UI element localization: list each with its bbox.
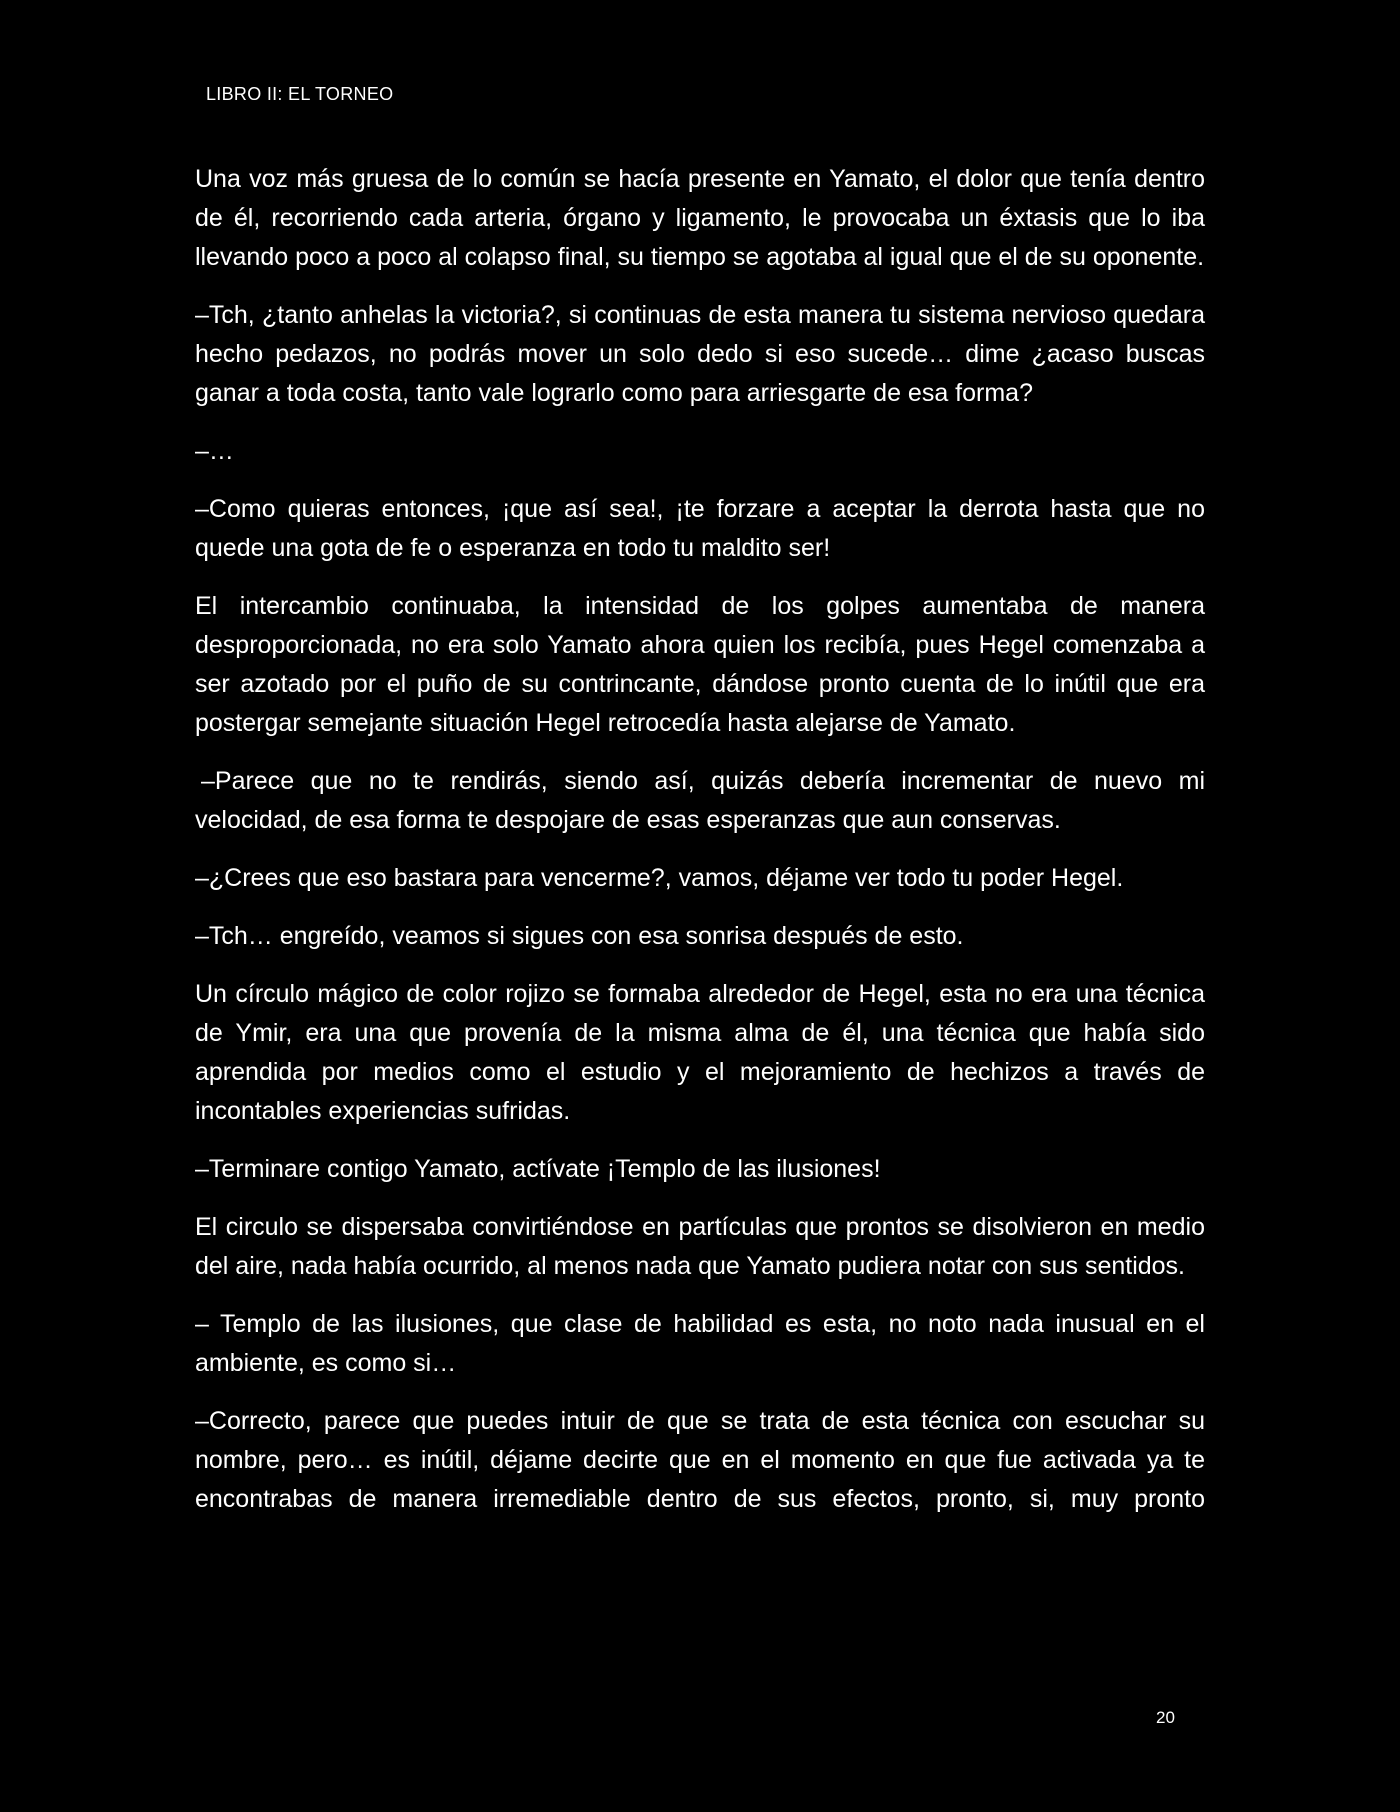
paragraph: –Tch… engreído, veamos si sigues con esa sonrisa después de esto. xyxy=(195,922,964,950)
paragraph: –Tch, ¿tanto anhelas la victoria?, si continuas de esta manera tu sistema nervioso quedara hecho pedazos, no podrás mover un solo dedo si eso sucede… dime ¿acaso buscas ganar a toda costa, tanto vale lograrlo como para arriesgarte de esa forma? xyxy=(195,301,1205,407)
page-number: 20 xyxy=(1156,1708,1175,1727)
paragraph: –Correcto, parece que puedes intuir de que se trata de esta técnica con escuchar su nombre, pero… es inútil, déjame decirte que en el momento en que fue activada ya te encontrabas de manera irremediable dentro de sus efectos, pronto, si, muy pronto xyxy=(195,1407,1205,1513)
paragraph: Un círculo mágico de color rojizo se formaba alrededor de Hegel, esta no era una técnica de Ymir, era una que provenía de la misma alma de él, una técnica que había sido aprendida por medios como el estudio y el mejoramiento de hechizos a través de incontables experiencias sufridas. xyxy=(195,980,1205,1125)
paragraph: El intercambio continuaba, la intensidad de los golpes aumentaba de manera desproporcionada, no era solo Yamato ahora quien los recibía, pues Hegel comenzaba a ser azotado por el puño de su contrincante, dándose pronto cuenta de lo inútil que era postergar semejante situación Hegel retrocedía hasta alejarse de Yamato. xyxy=(195,592,1205,737)
paragraph: –Como quieras entonces, ¡que así sea!, ¡te forzare a aceptar la derrota hasta que no quede una gota de fe o esperanza en todo tu maldito ser! xyxy=(195,495,1205,562)
paragraph: –… xyxy=(195,437,234,465)
running-header: LIBRO II: EL TORNEO xyxy=(206,84,394,104)
paragraph: El circulo se dispersaba convirtiéndose en partículas que prontos se disolvieron en medio del aire, nada había ocurrido, al menos nada que Yamato pudiera notar con sus sentidos. xyxy=(195,1213,1205,1280)
paragraph: –¿Crees que eso bastara para vencerme?, vamos, déjame ver todo tu poder Hegel. xyxy=(195,864,1124,892)
paragraph: –Terminare contigo Yamato, actívate ¡Templo de las ilusiones! xyxy=(195,1155,881,1183)
paragraph: Una voz más gruesa de lo común se hacía presente en Yamato, el dolor que tenía dentro de él, recorriendo cada arteria, órgano y ligamento, le provocaba un éxtasis que lo iba llevando poco a poco al colapso final, su tiempo se agotaba al igual que el de su oponente. xyxy=(195,165,1205,271)
body-text xyxy=(195,160,1205,1538)
paragraph: –Parece que no te rendirás, siendo así, quizás debería incrementar de nuevo mi velocidad, de esa forma te despojare de esas esperanzas que aun conservas. xyxy=(195,767,1205,834)
paragraph: – Templo de las ilusiones, que clase de habilidad es esta, no noto nada inusual en el ambiente, es como si… xyxy=(195,1310,1205,1377)
